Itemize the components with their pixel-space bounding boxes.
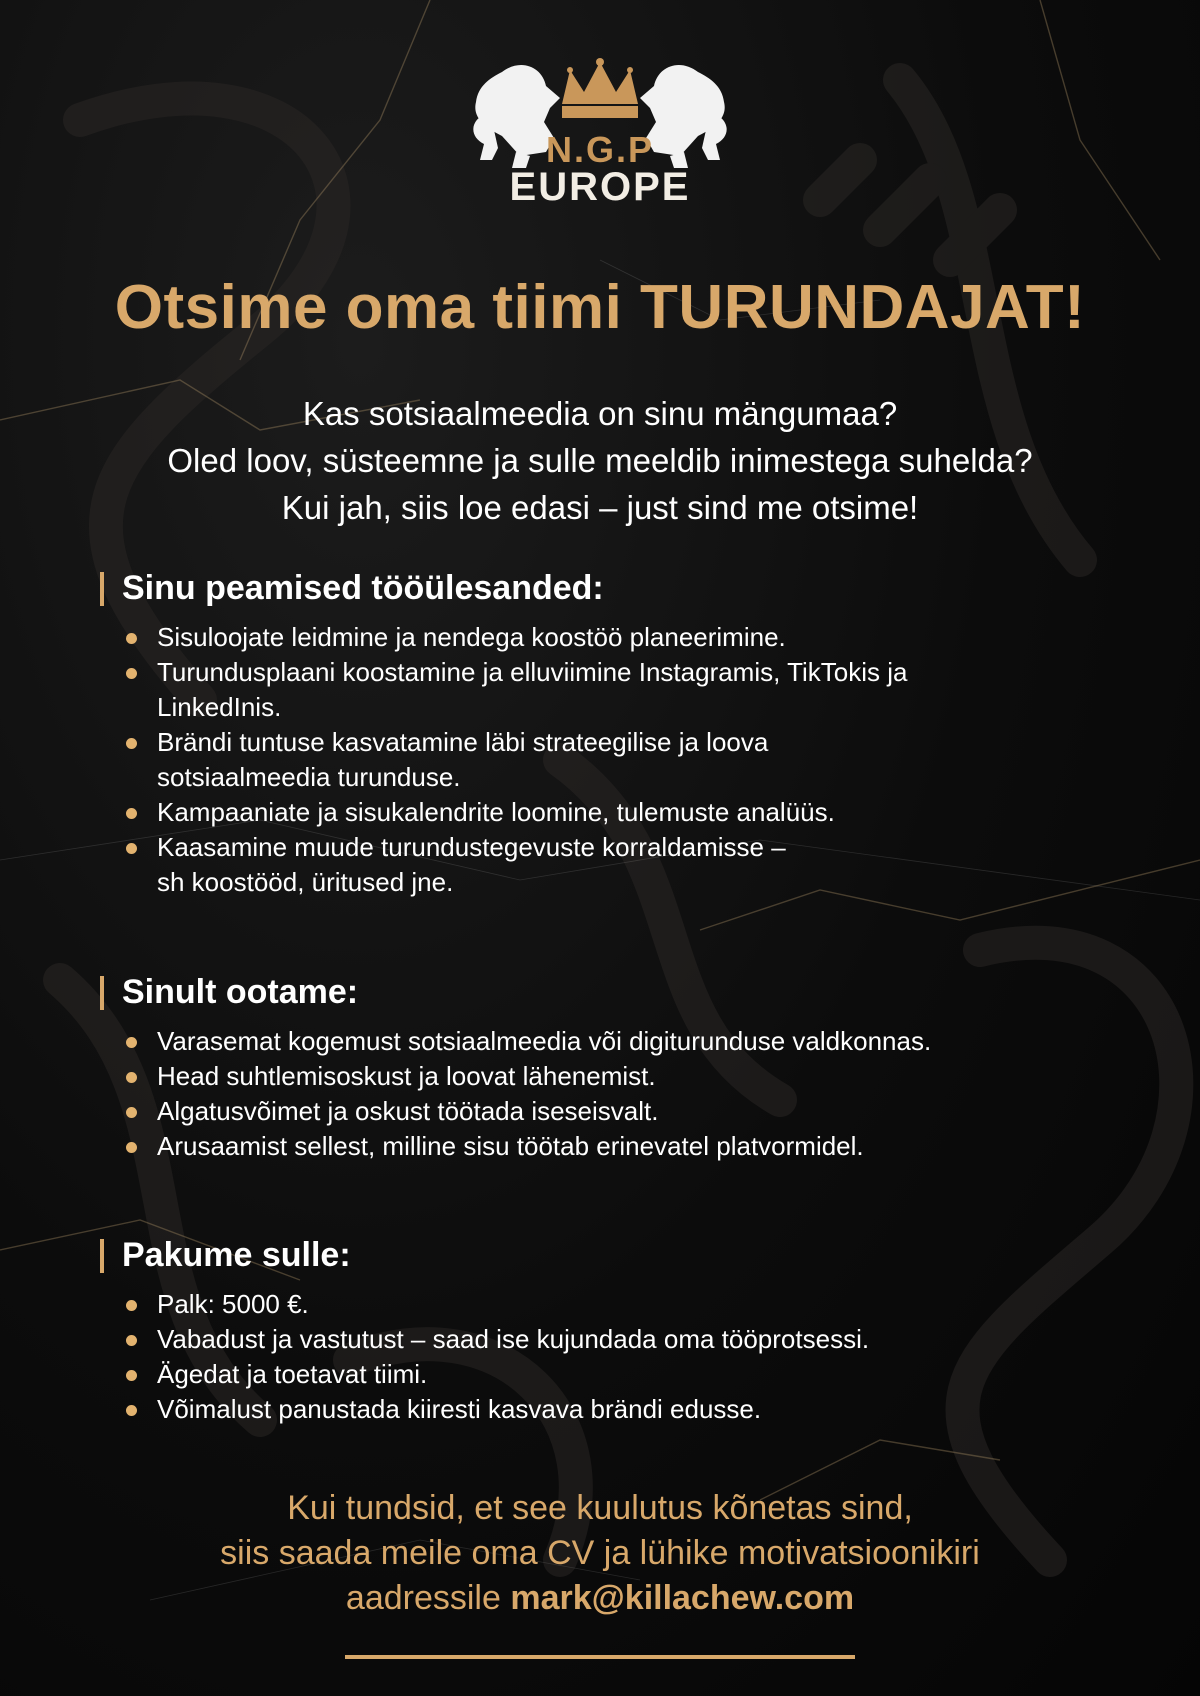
cta-prefix: aadressile [345, 1579, 511, 1617]
list-item-text: Arusaamist sellest, milline sisu töötab erinevatel platvormidel. [157, 1131, 864, 1161]
bullet-icon [126, 843, 137, 854]
offer-list [100, 1287, 1160, 1427]
bullet-icon [126, 808, 137, 819]
crown-icon [562, 58, 638, 118]
ngp-europe-logo [450, 52, 750, 222]
section-duties [100, 566, 1160, 900]
logo-line-2: EUROPE [509, 165, 691, 209]
list-item [100, 830, 1160, 865]
list-item-text: Algatusvõimet ja oskust töötada iseseisvalt. [157, 1096, 659, 1126]
headline: Otsime oma tiimi TURUNDAJAT! [114, 273, 1086, 342]
bullet-icon [126, 1142, 137, 1153]
list-item-text: Palk: 5000 €. [157, 1289, 309, 1319]
list-item [100, 725, 1160, 760]
section-offer [100, 1233, 1160, 1427]
list-item [100, 1287, 1160, 1322]
bullet-icon [126, 1037, 137, 1048]
intro-line: Kui jah, siis loe edasi – just sind me otsime! [281, 489, 919, 526]
contact-email-link[interactable]: mark@killachew.com [510, 1579, 855, 1617]
list-item-text: Kampaaniate ja sisukalendrite loomine, tulemuste analüüs. [157, 797, 835, 827]
section-title [100, 566, 1160, 610]
intro-text [0, 390, 1200, 531]
list-item [100, 655, 1160, 690]
list-item-text: Kaasamine muude turundustegevuste korraldamisse – [157, 832, 786, 862]
requirements-list [100, 1024, 1160, 1164]
list-item [100, 1357, 1160, 1392]
bullet-icon [126, 738, 137, 749]
bullet-icon [126, 1072, 137, 1083]
bullet-icon [126, 633, 137, 644]
list-item-text: Head suhtlemisoskust ja loovat lähenemist. [157, 1061, 656, 1091]
list-item [100, 795, 1160, 830]
list-item [100, 1392, 1160, 1427]
section-accent-bar [100, 1239, 104, 1273]
bullet-icon [126, 668, 137, 679]
list-item-text: LinkedInis. [157, 692, 282, 722]
list-item-text: sotsiaalmeedia turunduse. [157, 762, 461, 792]
list-item-text: Ägedat ja toetavat tiimi. [157, 1359, 428, 1389]
list-item [100, 620, 1160, 655]
intro-line: Kas sotsiaalmeedia on sinu mängumaa? [302, 395, 898, 432]
list-item-text: Brändi tuntuse kasvatamine läbi strateegilise ja loova [157, 727, 769, 757]
section-accent-bar [100, 976, 104, 1010]
intro-line: Oled loov, süsteemne ja sulle meeldib inimestega suhelda? [167, 442, 1033, 479]
bullet-icon [126, 1107, 137, 1118]
list-item [100, 1322, 1160, 1357]
section-title [100, 970, 1160, 1014]
list-item [100, 1024, 1160, 1059]
section-title-text: Sinult ootame: [122, 973, 359, 1011]
list-item-text: Turundusplaani koostamine ja elluviimine Instagramis, TikTokis ja [157, 657, 908, 687]
list-item-continuation [100, 865, 1160, 900]
duties-list [100, 620, 1160, 900]
cta-line: Kui tundsid, et see kuulutus kõnetas sind, [287, 1489, 913, 1527]
list-item-text: Sisuloojate leidmine ja nendega koostöö planeerimine. [157, 622, 786, 652]
list-item-text: Vabadust ja vastutust – saad ise kujundada oma tööprotsessi. [157, 1324, 870, 1354]
cta-line [0, 1576, 1200, 1621]
bottom-divider [345, 1655, 855, 1659]
cta-line: siis saada meile oma CV ja lühike motivatsioonikiri [220, 1534, 980, 1572]
logo-line-1: N.G.P [545, 129, 655, 170]
call-to-action [0, 1486, 1200, 1621]
section-title-text: Pakume sulle: [122, 1236, 351, 1274]
list-item [100, 1094, 1160, 1129]
bullet-icon [126, 1405, 137, 1416]
list-item-text: Varasemat kogemust sotsiaalmeedia või digiturunduse valdkonnas. [157, 1026, 932, 1056]
section-requirements [100, 970, 1160, 1164]
section-title-text: Sinu peamised tööülesanded: [122, 569, 604, 607]
bullet-icon [126, 1370, 137, 1381]
bullet-icon [126, 1335, 137, 1346]
section-accent-bar [100, 572, 104, 606]
list-item-text: sh koostööd, üritused jne. [157, 867, 454, 897]
bullet-icon [126, 1300, 137, 1311]
list-item-continuation [100, 760, 1160, 795]
list-item [100, 1059, 1160, 1094]
list-item [100, 1129, 1160, 1164]
section-title [100, 1233, 1160, 1277]
list-item-continuation [100, 690, 1160, 725]
list-item-text: Võimalust panustada kiiresti kasvava brändi edusse. [157, 1394, 762, 1424]
